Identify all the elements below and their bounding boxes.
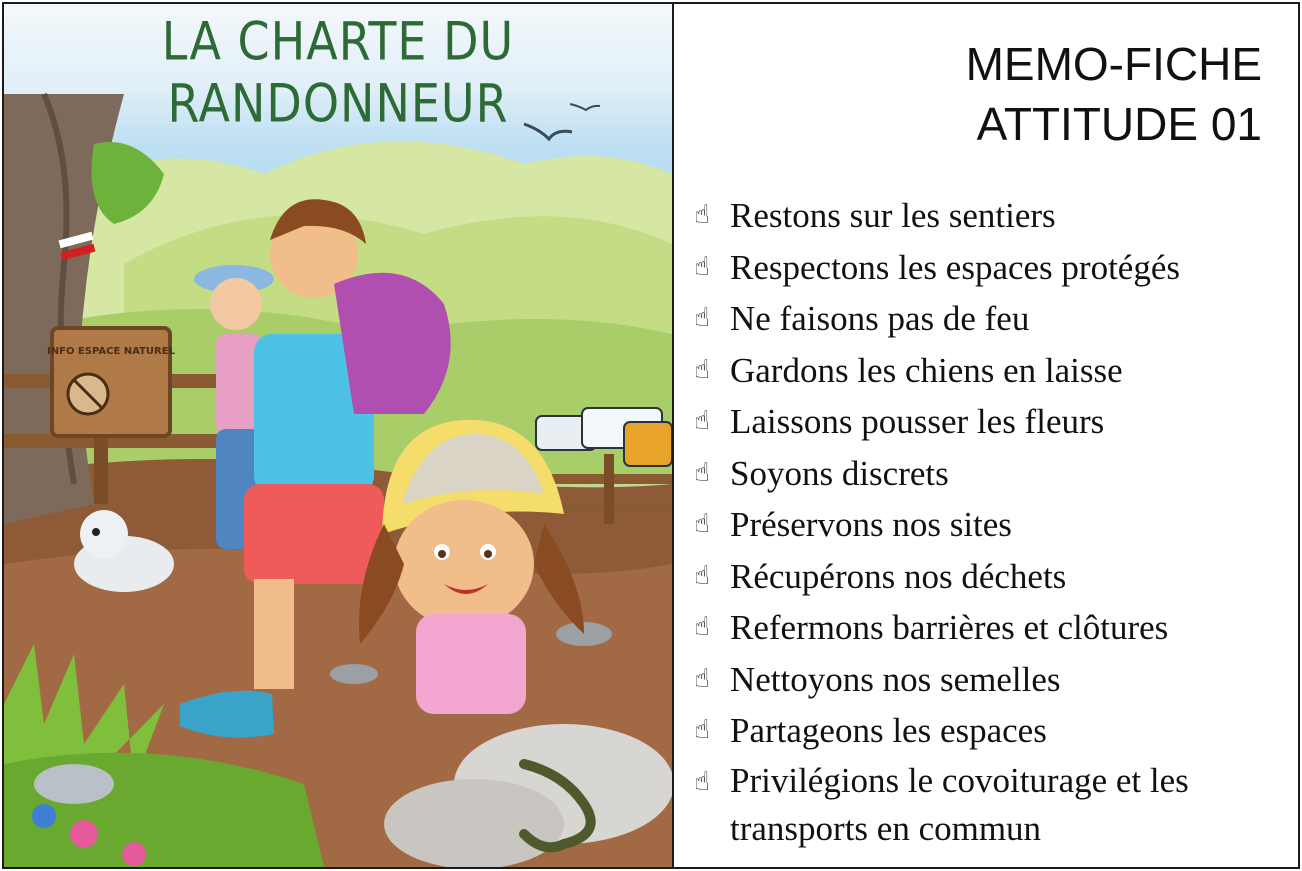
rule-text: Restons sur les sentiers [730,196,1056,235]
sign-text: INFO ESPACE NATUREL [47,346,175,357]
rule-text: Privilégions le covoiturage et les transports en commun [730,760,1189,848]
rule-item [694,757,1294,853]
rule-text: Préservons nos sites [730,505,1012,544]
rule-item [694,190,1294,242]
rule-text: Gardons les chiens en laisse [730,350,1123,390]
rule-item [694,293,1294,345]
poster-title: LA CHARTE DU RANDONNEUR [161,9,515,135]
rule-text: Refermons barrières et clôtures [730,608,1169,647]
rule-item [694,499,1294,551]
thumbs-up-icon: ☝ [694,509,710,539]
thumbs-up-icon: ☝ [694,303,710,333]
rule-item [694,551,1294,603]
thumbs-up-icon: ☝ [694,560,710,591]
memo-title [966,34,1262,154]
rules-list [694,190,1294,853]
rule-text: Ne faisons pas de feu [730,299,1030,338]
rule-item [694,448,1294,500]
rule-text: Partageons les espaces [730,711,1047,750]
thumbs-up-icon: ☝ [694,612,710,642]
rule-item [694,242,1294,294]
memo-title-line-1: MEMO-FICHE [965,38,1262,90]
thumbs-up-icon: ☝ [694,406,710,436]
rule-text: Récupérons nos déchets [730,556,1067,596]
rule-item [694,396,1294,448]
rule-text: Laissons pousser les fleurs [730,402,1105,441]
rule-item [694,654,1294,706]
rule-item [694,345,1294,397]
memo-title-line-2: ATTITUDE 01 [976,98,1262,150]
rule-item [694,705,1294,757]
thumbs-up-icon: ☝ [694,251,710,282]
memo-card [2,2,1300,869]
thumbs-up-icon: ☝ [694,354,710,385]
memo-panel [674,4,1298,867]
rule-text: Respectons les espaces protégés [730,247,1180,287]
rule-text: Soyons discrets [730,453,949,493]
rule-item [694,602,1294,654]
thumbs-up-icon: ☝ [694,715,710,745]
hiker-charter-illustration [4,4,674,867]
thumbs-up-icon: ☝ [694,766,710,797]
thumbs-up-icon: ☝ [694,200,710,230]
thumbs-up-icon: ☝ [694,457,710,488]
rule-text: Nettoyons nos semelles [730,659,1061,699]
thumbs-up-icon: ☝ [694,663,710,694]
